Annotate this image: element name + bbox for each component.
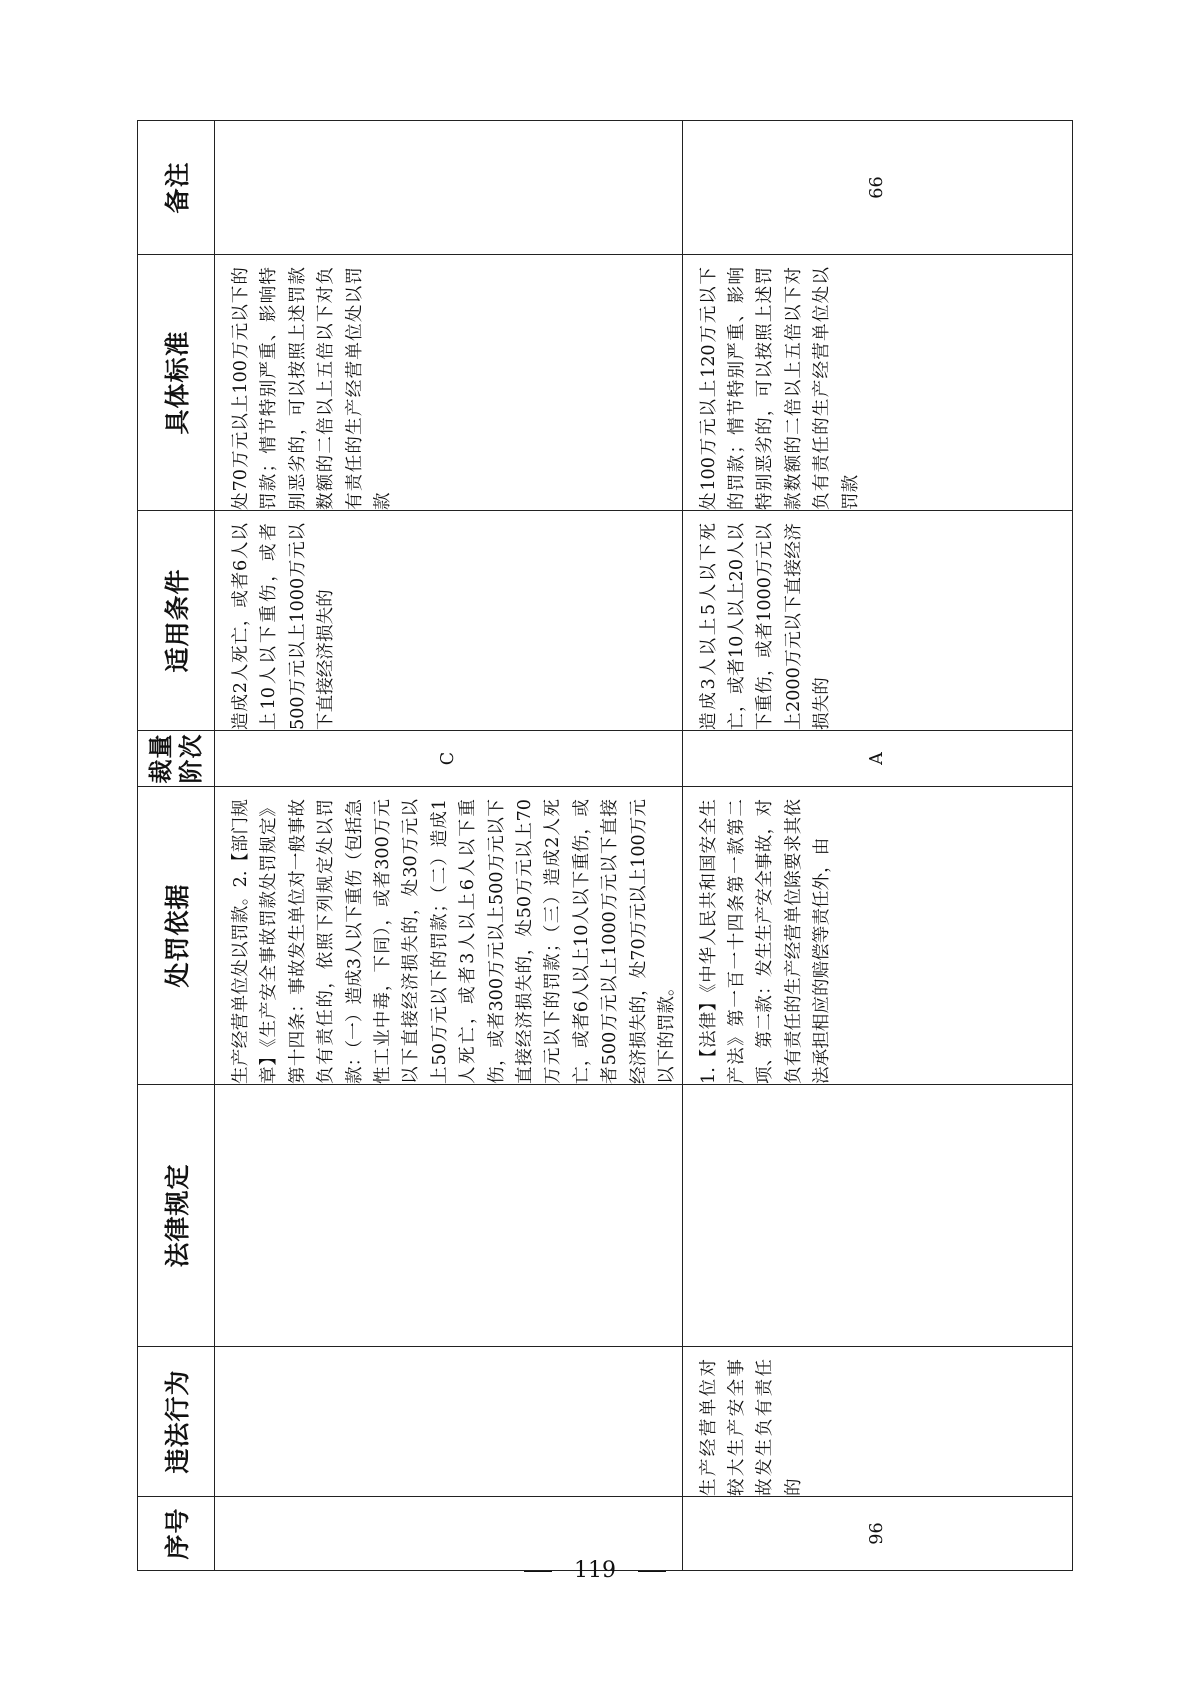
header-seq: 序号	[138, 1497, 215, 1571]
level-cell: C	[215, 731, 683, 787]
standard-cell: 处100万元以上120万元以下的罚款；情节特别严重、影响特别恶劣的，可以按照上述罚款数额的二倍以上五倍以下对负有责任的生产经营单位处以罚款	[682, 255, 1073, 511]
condition-cell: 造成2人死亡，或者6人以上10人以下重伤，或者500万元以上1000万元以下直接经济损失的	[215, 511, 683, 731]
dash-right	[638, 1571, 666, 1572]
header-level: 裁量阶次	[138, 731, 215, 787]
standard-cell: 处70万元以上100万元以下的罚款；情节特别严重、影响特别恶劣的，可以按照上述罚款数额的二倍以上五倍以下对负有责任的生产经营单位处以罚款	[215, 255, 683, 511]
header-row	[138, 121, 215, 1571]
header-standard: 具体标准	[138, 255, 215, 511]
penalty-table	[137, 120, 1073, 1571]
header-condition: 适用条件	[138, 511, 215, 731]
violation-cell	[215, 1347, 683, 1497]
law-cell	[682, 1085, 1073, 1347]
rotated-table-page	[137, 121, 1073, 1571]
level-cell: A	[682, 731, 1073, 787]
note-cell	[215, 121, 683, 255]
note-cell: 66	[682, 121, 1073, 255]
header-violation: 违法行为	[138, 1347, 215, 1497]
table-row	[215, 121, 683, 1571]
header-note: 备注	[138, 121, 215, 255]
condition-cell: 造成3人以上5人以下死亡，或者10人以上20人以下重伤，或者1000万元以上2000万元以下直接经济损失的	[682, 511, 1073, 731]
seq-cell: 96	[682, 1497, 1073, 1571]
page-number	[0, 1558, 1190, 1583]
header-law: 法律规定	[138, 1085, 215, 1347]
page-number-text: 119	[574, 1558, 616, 1583]
header-basis: 处罚依据	[138, 787, 215, 1085]
basis-cell: 1.【法律】《中华人民共和国安全生产法》第一百一十四条第一款第二项、第二款：发生生产安全事故，对负有责任的生产经营单位除要求其依法承担相应的赔偿等责任外，由	[682, 787, 1073, 1085]
dash-left	[524, 1571, 552, 1572]
violation-cell: 生产经营单位对较大生产安全事故发生负有责任的	[682, 1347, 1073, 1497]
basis-cell: 生产经营单位处以罚款。2.【部门规章】《生产安全事故罚款处罚规定》第十四条：事故发生单位对一般事故负有责任的，依照下列规定处以罚款：（一）造成3人以下重伤（包括急性工业中毒，下同），或者300万元以下直接经济损失的，处30万元以上50万元以下的罚款；（二）造成1人死亡，或者3人以上6人以下重伤，或者300万元以上500万元以下直接经济损失的，处50万元以上70万元以下的罚款；（三）造成2人死亡，或者6人以上10人以下重伤，或者500万元以上1000万元以下直接经济损失的，处70万元以上100万元以下的罚款。	[215, 787, 683, 1085]
table-row	[682, 121, 1073, 1571]
law-cell	[215, 1085, 683, 1347]
